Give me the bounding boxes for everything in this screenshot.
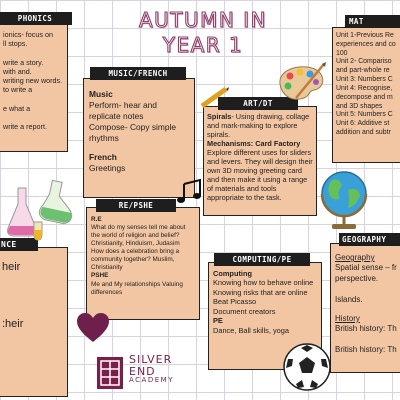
science-line: :heir xyxy=(2,318,24,331)
music-item: Compose- Copy simple xyxy=(89,121,177,132)
french-heading: French xyxy=(89,151,117,162)
phonics-line: e what a xyxy=(3,103,31,113)
phonics-tag: PHONICS xyxy=(0,12,72,25)
dt-mechanisms-label: Mechanisms: Card Factory xyxy=(207,139,301,149)
art-spirals-desc: - Using drawing, collage and mark-making to explore spirals. xyxy=(207,112,310,140)
computing-pe-tag: COMPUTING/PE xyxy=(214,253,310,266)
computing-item: Knowing risks that are online xyxy=(213,287,308,297)
geography-item: Islands. xyxy=(335,294,363,304)
geography-heading: Geography xyxy=(335,253,375,262)
phonics-line: write a story. xyxy=(3,57,44,67)
title-line-2: YEAR 1 xyxy=(162,33,244,57)
science-line xyxy=(2,303,64,317)
pshe-text: Me and My relationships Valuing differences xyxy=(91,280,183,296)
science-flasks-icon xyxy=(4,178,84,244)
maths-line: Unit 1-Previous Re xyxy=(336,32,394,39)
school-name-line-2: END xyxy=(129,364,156,378)
history-heading: History xyxy=(335,313,360,323)
music-item: Perform- hear and xyxy=(89,99,157,110)
music-item: replicate notes xyxy=(89,110,144,121)
page-title xyxy=(118,8,288,58)
pe-item: Dance, Ball skills, yoga xyxy=(213,325,289,335)
science-panel xyxy=(0,247,68,397)
geography-item: perspective. xyxy=(335,273,379,283)
maths-line: Unit 2- Compariso xyxy=(336,58,392,66)
computing-heading: Computing xyxy=(213,269,252,278)
title-line-1: AUTUMN IN xyxy=(138,8,268,32)
art-spirals-label: Spirals xyxy=(207,112,232,121)
re-text: What do my senses tell me about the world of religion and belief? Christianity, Hinduism, Judasim xyxy=(91,224,186,248)
maths-line: Unit 5: Numbers C xyxy=(336,111,393,119)
phonics-line: write a report. xyxy=(3,122,47,132)
geography-item xyxy=(335,284,400,294)
history-item xyxy=(335,335,400,345)
history-item: British history: Th xyxy=(335,345,397,355)
art-dt-panel xyxy=(203,106,317,216)
maths-line: Unit 3: Numbers C xyxy=(336,76,393,84)
football-icon xyxy=(282,342,332,392)
maths-line: and 3D shapes xyxy=(336,102,383,110)
heart-icon xyxy=(76,312,110,344)
re-text-2: How does a celebration bring a community together? Muslim, Christianity xyxy=(91,248,180,272)
school-name-line-3: ACADEMY xyxy=(129,376,174,385)
geography-panel xyxy=(330,243,400,373)
science-line: heir xyxy=(2,261,21,273)
music-french-tag: MUSIC/FRENCH xyxy=(90,67,186,80)
french-item: Greetings xyxy=(89,162,126,173)
re-pshe-tag: RE/PSHE xyxy=(96,199,176,212)
science-line xyxy=(2,289,64,303)
maths-panel xyxy=(332,27,400,163)
phonics-line xyxy=(3,113,64,122)
maths-line: experiences and co xyxy=(336,40,396,48)
maths-line: 100 xyxy=(336,49,348,57)
science-line xyxy=(2,274,64,288)
pshe-label: PSHE xyxy=(91,272,109,280)
science-tag: NCE xyxy=(0,238,38,251)
art-spirals-text xyxy=(207,112,313,139)
maths-line: Unit 6: Additive st xyxy=(336,120,390,128)
maths-tag: MAT xyxy=(345,15,400,28)
pe-heading: PE xyxy=(213,316,223,326)
re-pshe-panel xyxy=(86,207,200,320)
music-item: rhythms xyxy=(89,132,119,143)
phonics-line: to write a xyxy=(3,85,33,95)
geography-item: Spatial sense – fr xyxy=(335,263,397,273)
music-heading: Music xyxy=(89,89,113,99)
maths-line: and part-whole re xyxy=(336,67,390,75)
geography-tag: GEOGRAPHY xyxy=(339,233,400,246)
music-notes-icon xyxy=(176,178,208,206)
phonics-line: with and. xyxy=(3,66,32,76)
dt-mechanisms-desc: Explore different uses for sliders and levers. They will design their own 3D moving greeting card and then make it using a range of materials and tools appropriate to the task. xyxy=(207,148,313,203)
maths-line: decompose and m xyxy=(336,93,393,101)
history-item: British history: Th xyxy=(335,324,397,334)
pencil-icon xyxy=(200,86,230,108)
phonics-line: writing new words. xyxy=(3,76,63,86)
computing-item: Beat Picasso xyxy=(213,297,257,307)
phonics-panel xyxy=(0,24,68,152)
school-crest-icon xyxy=(96,356,124,390)
phonics-line xyxy=(3,48,64,57)
school-logo xyxy=(96,352,208,394)
re-label: R.E xyxy=(91,216,102,223)
computing-item: Document creators xyxy=(213,306,276,316)
phonics-line: ll stops. xyxy=(3,39,28,49)
maths-line: addition and subtr xyxy=(336,129,391,137)
phonics-line xyxy=(3,95,64,104)
school-name-line-1: SILVER xyxy=(129,353,173,366)
art-dt-tag: ART/DT xyxy=(218,97,298,110)
phonics-line: ionics- focus on xyxy=(3,30,53,39)
paint-palette-icon xyxy=(276,62,328,102)
computing-item: Knowing how to behave online xyxy=(213,278,314,288)
maths-line: Unit 4: Recognise, xyxy=(336,84,393,92)
globe-icon xyxy=(318,168,370,234)
